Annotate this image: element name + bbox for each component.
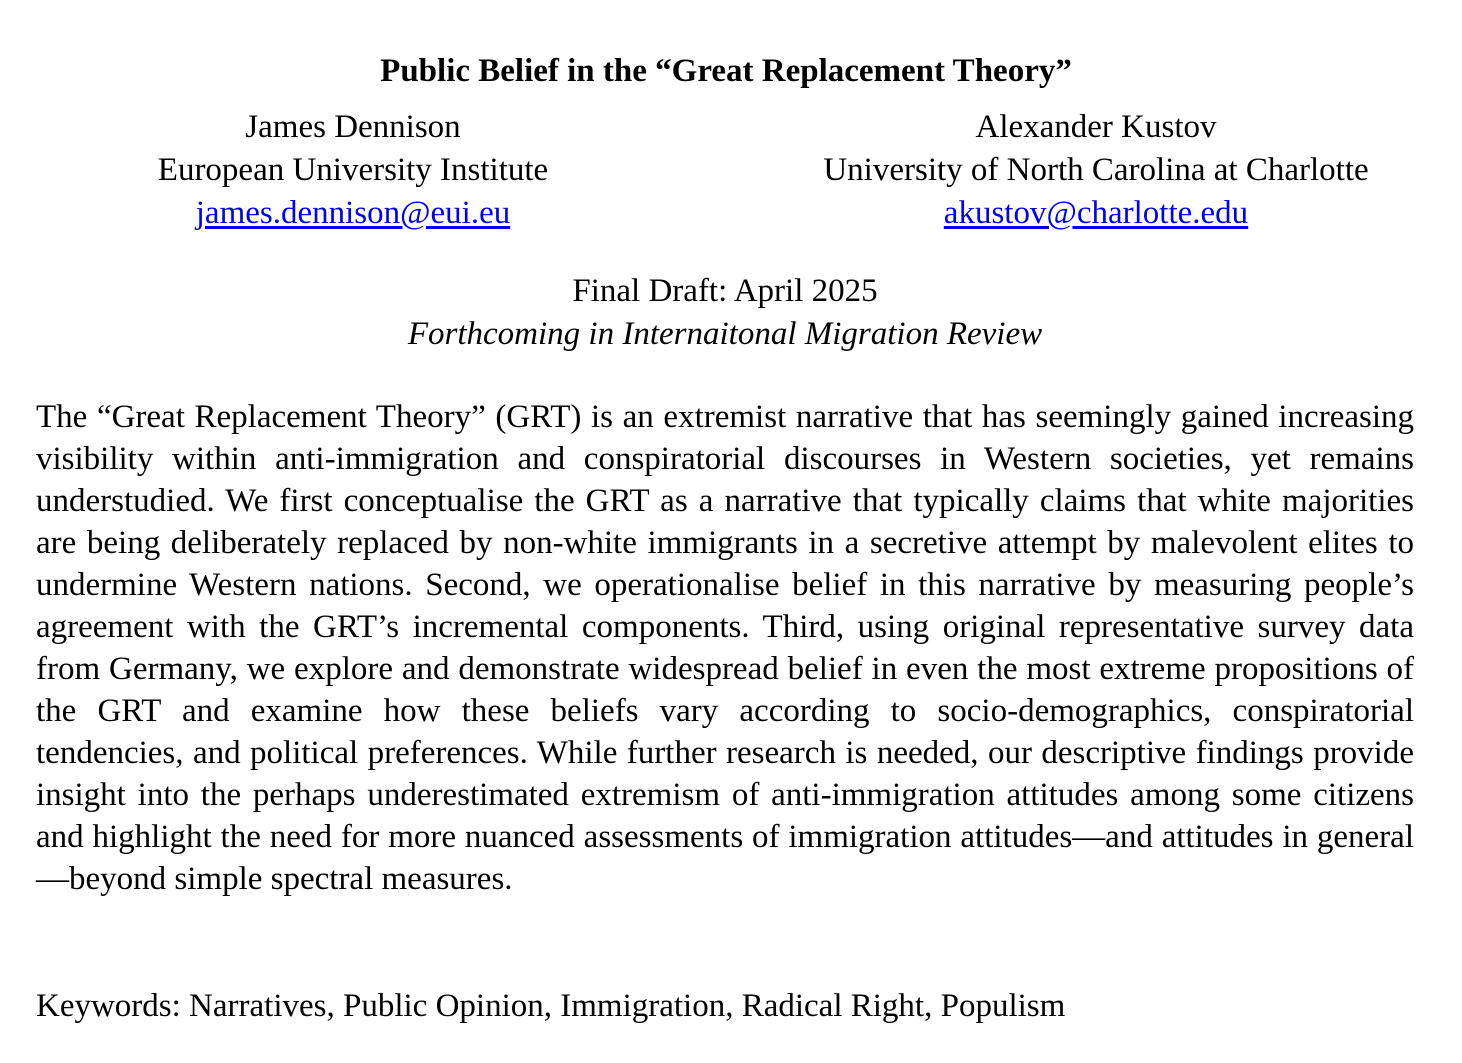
- author-affiliation: University of North Carolina at Charlotte: [823, 152, 1369, 188]
- publication-status: [0, 270, 1450, 356]
- paper-title: Public Belief in the “Great Replacement Theory”: [380, 53, 1072, 90]
- journal-name: Forthcoming in Internaitonal Migration Review: [407, 316, 1043, 352]
- keywords-line: Keywords: Narratives, Public Opinion, Immigration, Radical Right, Populism: [36, 988, 1066, 1024]
- author-affiliation: European University Institute: [157, 152, 549, 188]
- abstract-text: The “Great Replacement Theory” (GRT) is an extremist narrative that has seemingly gained increasing visibility within anti-immigration and conspiratorial discourses in Western societies, yet remains understudied. We first conceptualise the GRT as a narrative that typically claims that white majorities are being deliberately replaced by non-white immigrants in a secretive attempt by malevolent elites to undermine Western nations. Second, we operationalise belief in this narrative by measuring people’s agreement with the GRT’s incremental components. Third, using original representative survey data from Germany, we explore and demonstrate widespread belief in even the most extreme propositions of the GRT and examine how these beliefs vary according to socio-demographics, conspiratorial tendencies, and political preferences. While further research is needed, our descriptive findings provide insight into the perhaps underestimated extremism of anti-immigration attitudes among some citizens and highlight the need for more nuanced assessments of immigration attitudes—and attitudes in general—beyond simple spectral measures.: [36, 399, 1414, 897]
- author-email-link[interactable]: james.dennison@eui.eu: [195, 195, 511, 231]
- author-name: James Dennison: [245, 109, 461, 145]
- author-name: Alexander Kustov: [975, 109, 1217, 145]
- author-block-kustov: [776, 106, 1416, 235]
- author-email-link[interactable]: akustov@charlotte.edu: [943, 195, 1249, 231]
- author-block-dennison: [103, 106, 603, 235]
- draft-date: Final Draft: April 2025: [572, 273, 878, 309]
